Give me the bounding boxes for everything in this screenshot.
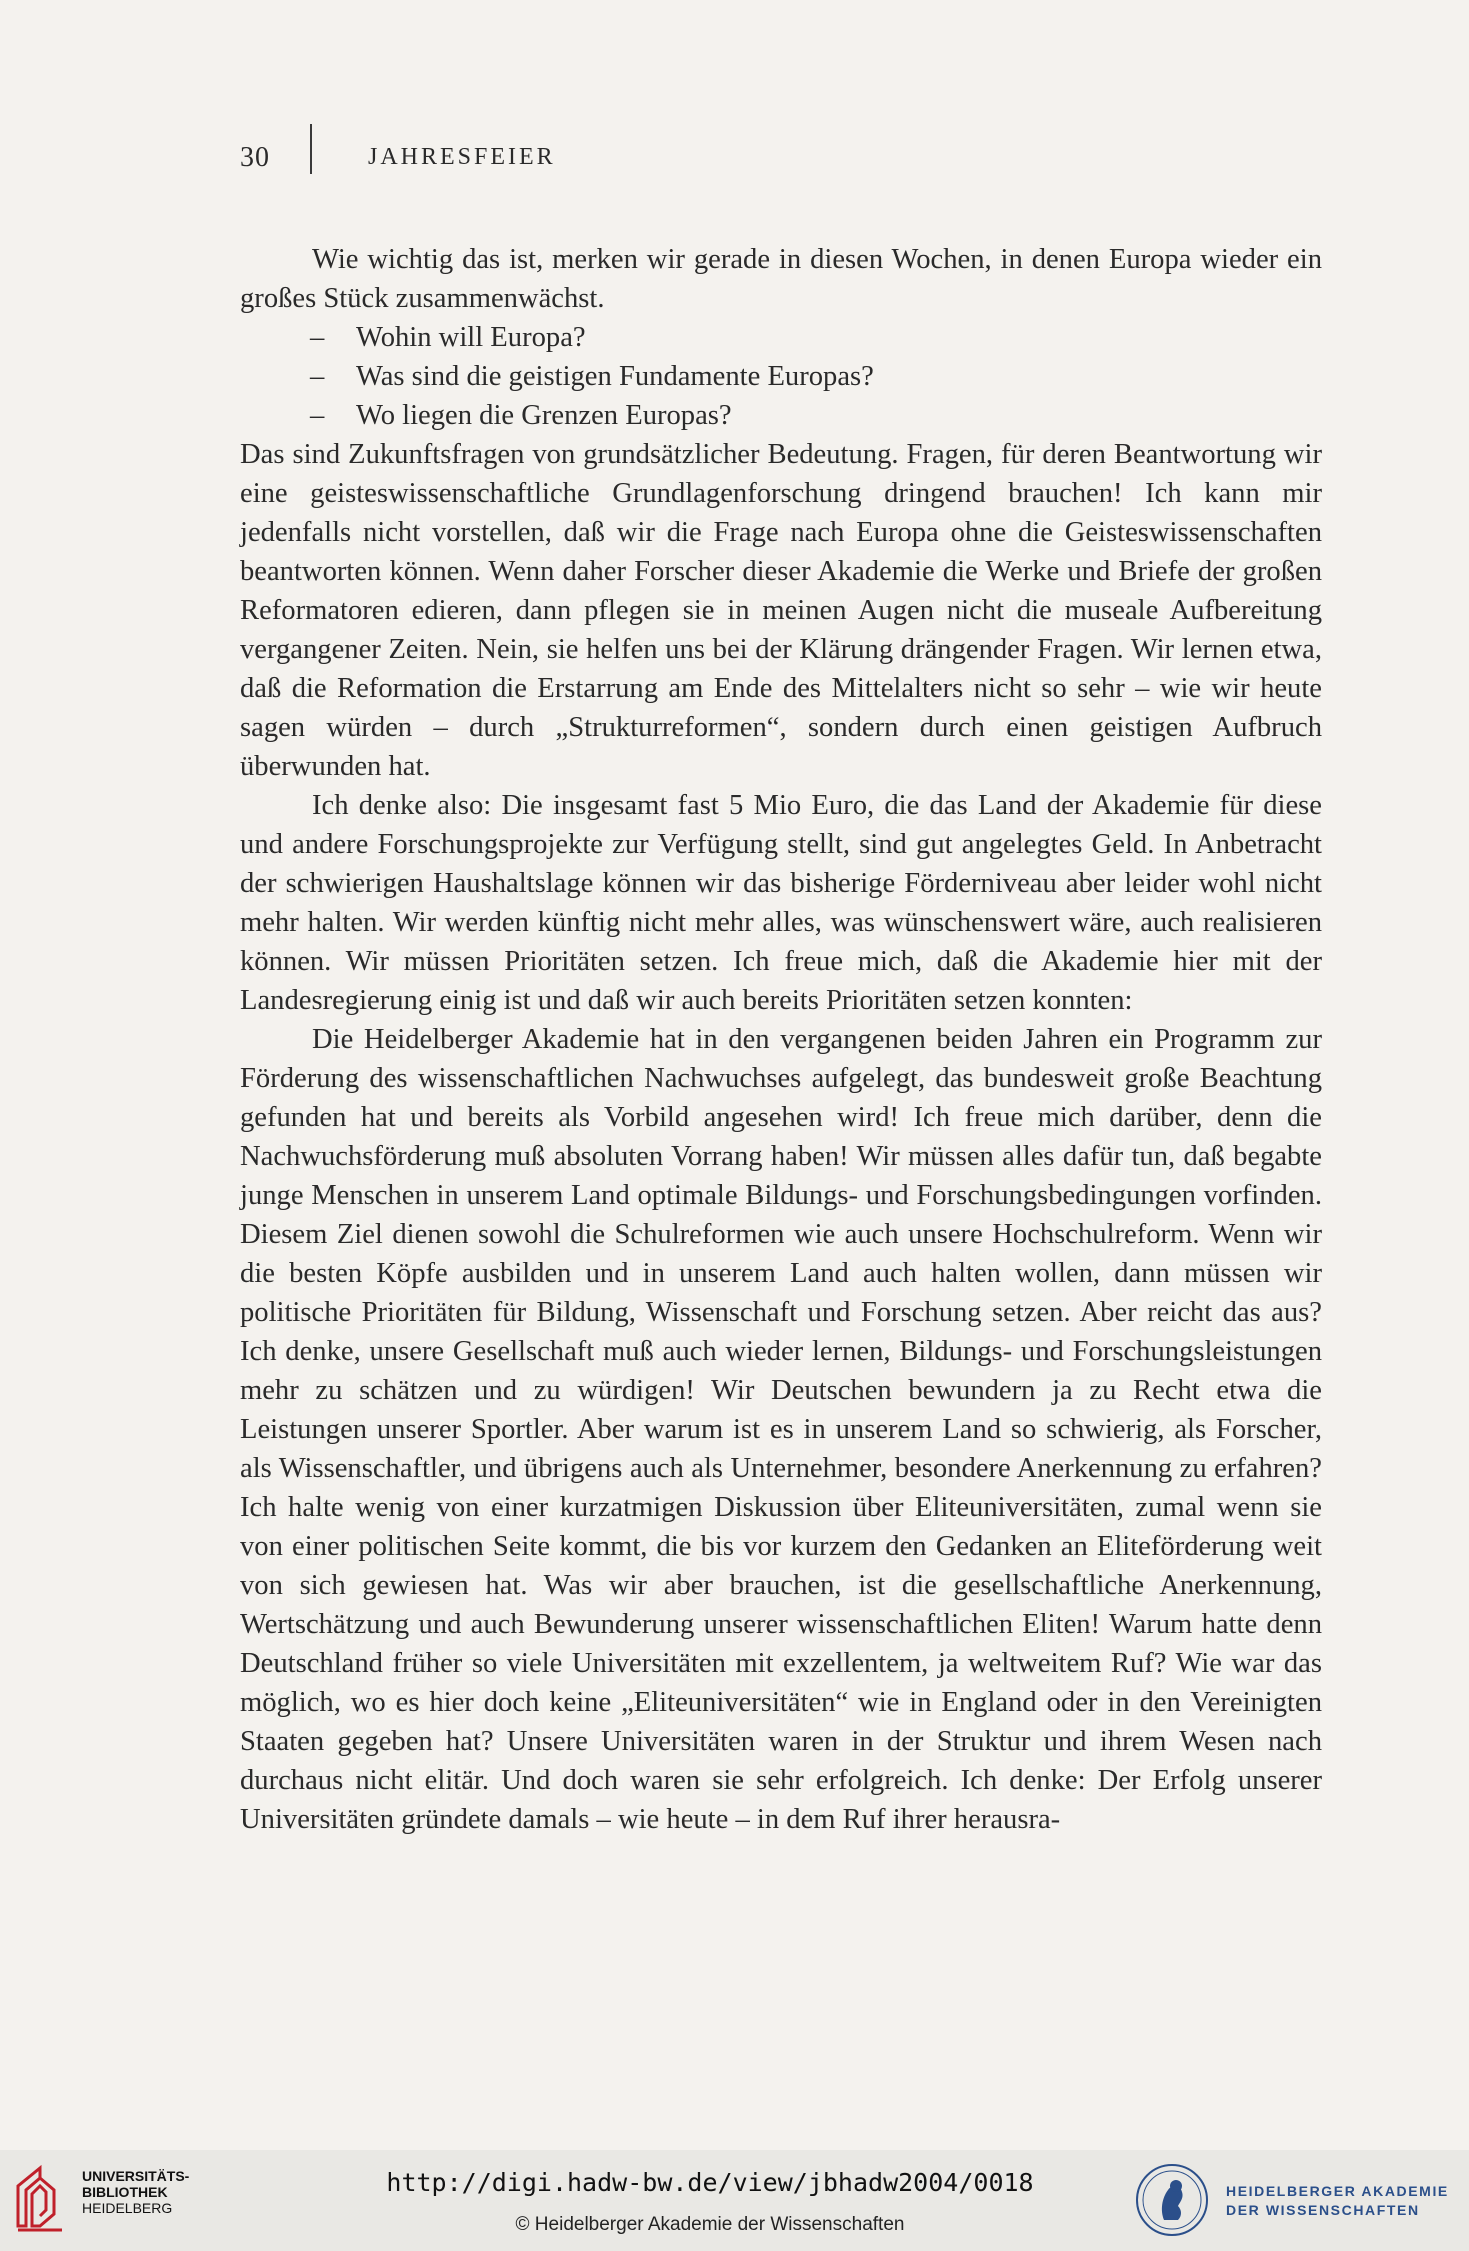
paragraph-4: Die Heidelberger Akademie hat in den vergangenen beiden Jahren ein Programm zur Förderung des wissenschaftlichen Nachwuchses aufgelegt, das bundesweit große Beachtung gefunden hat und bereits als Vorbild angesehen wird! Ich freue mich darüber, denn die Nachwuchsförderung muß absoluten Vorrang haben! Wir müssen alles dafür tun, daß begabte junge Menschen in unserem Land optimale Bildungs- und Forschungsbedingungen vorfinden. Diesem Ziel dienen sowohl die Schulreformen wie auch unsere Hochschulreform. Wenn wir die besten Köpfe ausbilden und in unserem Land auch halten wollen, dann müssen wir politische Prioritäten für Bildung, Wissenschaft und Forschung setzen. Aber reicht das aus? Ich denke, unsere Gesellschaft muß auch wieder lernen, Bildungs- und Forschungsleistungen mehr zu schätzen und zu würdigen! Wir Deutschen bewundern ja zu Recht etwa die Leistungen unserer Sportler. Aber warum ist es in unserem Land so schwierig, als Forscher, als Wissenschaftler, und übrigens auch als Unternehmer, besondere Anerkennung zu erfahren? Ich halte wenig von einer kurzatmigen Diskussion über Eliteuniversitäten, zumal wenn sie von einer politischen Seite kommt, die bis vor kurzem den Gedanken an Eliteförderung weit von sich gewiesen hat. Was wir aber brauchen, ist die gesellschaftliche Anerkennung, Wertschätzung und auch Bewunderung unserer wissenschaftlichen Eliten! Warum hatte denn Deutschland früher so viele Universitäten mit exzellentem, ja weltweitem Ruf? Wie war das möglich, wo es hier doch keine „Eliteuniversitäten“ wie in England oder in den Vereinigten Staaten gegeben hat? Unsere Universitäten waren in der Struktur und ihrem Wesen nach durchaus nicht elitär. Und doch waren sie sehr erfolgreich. Ich denke: Der Erfolg unserer Universitäten gründete damals – wie heute – in dem Ruf ihrer herausra- [240,1024,1322,1835]
library-line-1: UNIVERSITÄTS- [82,2168,190,2184]
digitization-footer [0,2150,1469,2251]
question-text: Wo liegen die Grenzen Europas? [356,400,732,431]
library-line-3: HEIDELBERG [82,2200,173,2216]
dash-marker: – [310,322,325,353]
question-text: Wohin will Europa? [356,322,586,353]
page-number: 30 [240,142,270,173]
paragraph-3: Ich denke also: Die insgesamt fast 5 Mio Euro, die das Land der Akademie für diese und andere Forschungsprojekte zur Verfügung stellt, sind gut angelegtes Geld. In Anbetracht der schwierigen Haushaltslage können wir das bisherige Förderniveau aber leider wohl nicht mehr halten. Wir werden künftig nicht mehr alles, was wünschenswert wäre, auch realisieren können. Wir müssen Prioritäten setzen. Ich freue mich, daß die Akademie hier mit der Landesregierung einig ist und daß wir auch bereits Prioritäten setzen konnten: [240,790,1322,1016]
dash-marker: – [310,361,325,392]
question-1 [240,318,1322,357]
paragraph-2: Das sind Zukunftsfragen von grundsätzlicher Bedeutung. Fragen, für deren Beantwortung wir eine geisteswissenschaftliche Grundlagenforschung dringend brauchen! Ich kann mir jedenfalls nicht vorstellen, daß wir die Frage nach Europa ohne die Geisteswissenschaften beantworten können. Wenn daher Forscher dieser Akademie die Werke und Briefe der großen Reformatoren edieren, dann pflegen sie in meinen Augen nicht die museale Aufbereitung vergangener Zeiten. Nein, sie helfen uns bei der Klärung drängender Fragen. Wir lernen etwa, daß die Reformation die Erstarrung am Ende des Mittelalters nicht so sehr – wie wir heute sagen würden – durch „Strukturreformen“, sondern durch einen geistigen Aufbruch überwunden hat. [240,439,1322,782]
question-3 [240,396,1322,435]
academy-seal-icon [1134,2162,1210,2238]
paragraph-1: Wie wichtig das ist, merken wir gerade in diesen Wochen, in denen Europa wieder ein großes Stück zusammenwächst. [240,244,1322,314]
question-2 [240,357,1322,396]
permalink[interactable]: http://digi.hadw-bw.de/view/jbhadw2004/0018 [386,2168,1034,2197]
university-library-logo-icon [12,2164,68,2234]
academy-line-2: DER WISSENSCHAFTEN [1226,2202,1420,2218]
library-line-2: BIBLIOTHEK [82,2184,168,2200]
copyright-notice: © Heidelberger Akademie der Wissenschaften [515,2214,905,2235]
dash-marker: – [310,400,325,431]
body-text [240,240,1322,1839]
academy-name [1226,2182,1449,2220]
academy-line-1: HEIDELBERGER AKADEMIE [1226,2183,1449,2199]
question-text: Was sind die geistigen Fundamente Europas? [356,361,874,392]
running-title: JAHRESFEIER [368,144,556,170]
header-divider [310,124,312,174]
university-library-name [82,2168,189,2216]
